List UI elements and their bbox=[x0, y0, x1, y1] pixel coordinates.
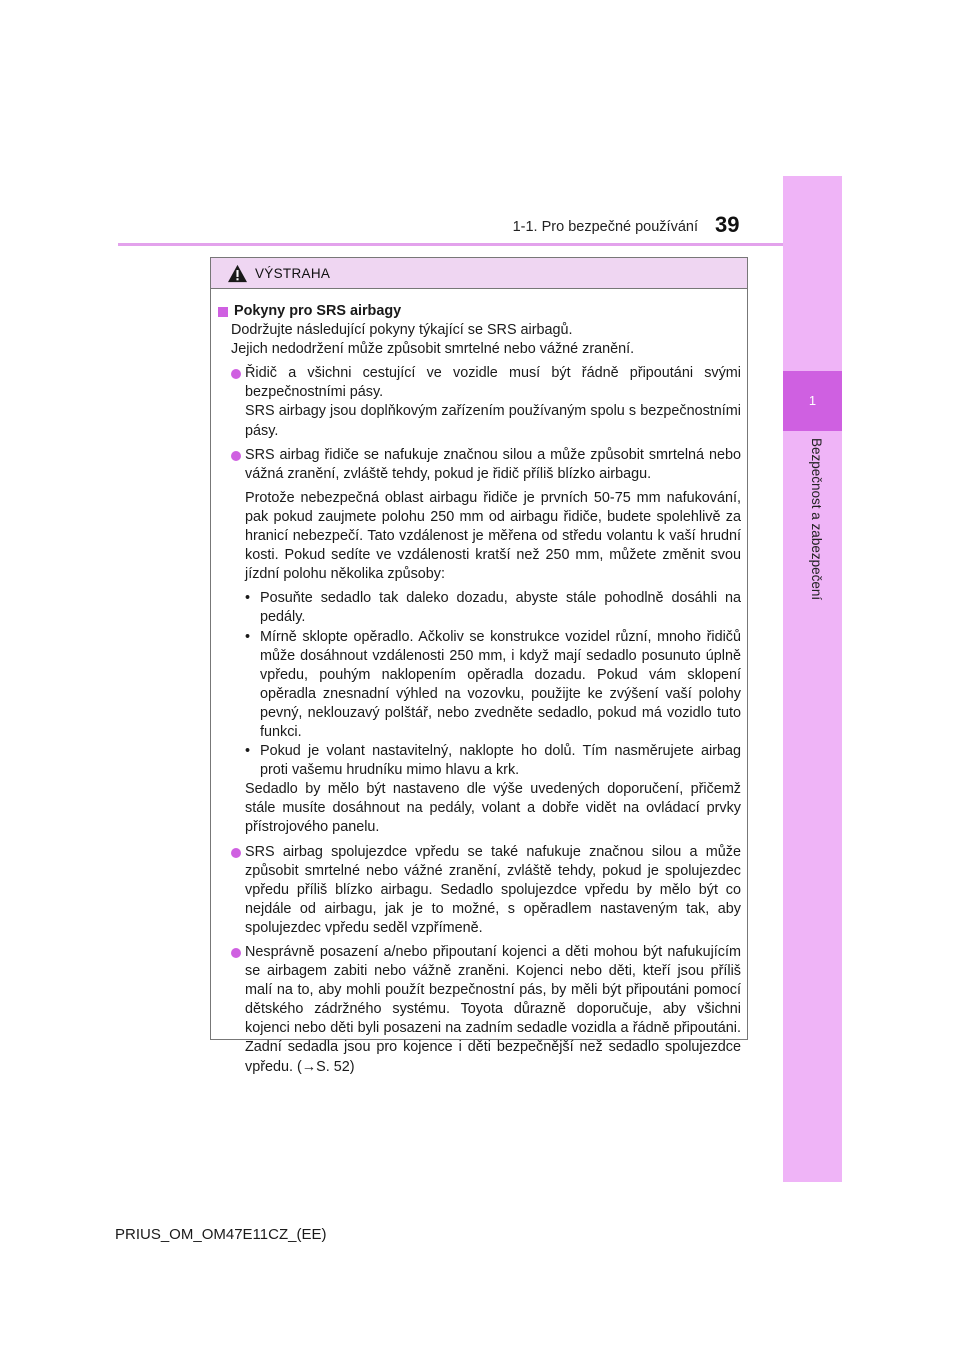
page-number: 39 bbox=[715, 212, 740, 237]
list-item bbox=[245, 589, 741, 627]
circle-bullet-icon bbox=[231, 848, 241, 858]
bullet-text: SRS airbagy jsou doplňkovým zařízením používaným spolu s bezpečnostními pásy. bbox=[245, 403, 741, 439]
bullet-text: Řidič a všichni cestující ve vozidle musí být řádně připoutáni svými bezpečnostními pásy. bbox=[245, 365, 741, 401]
header-rule bbox=[118, 243, 783, 246]
document-code: PRIUS_OM_OM47E11CZ_(EE) bbox=[115, 1226, 327, 1243]
bullet-text: Nesprávně posazení a/nebo připoutaní kojenci a děti mohou být nafukujícím se airbagem zabiti nebo vážně zraněni. Kojenci nebo děti, kteří jsou příliš malí na to, aby mohli použít bezpečnostní pás, by měli být připoutáni pomocí dětského zádržného systému. Toyota důrazně doporučuje, aby všichni kojenci nebo děti byli posazeni na zadním sedadle vozidla a řádně připoutáni. Zadní sedadla jsou pro kojence i děti bezpečnější než sedadlo spolujezdce vpředu. (→S. 52) bbox=[245, 944, 741, 1075]
intro-line: Dodržujte následující pokyny týkající se SRS airbagů. bbox=[231, 322, 573, 339]
note-paragraph bbox=[218, 489, 741, 584]
bullet-text: SRS airbag řidiče se nafukuje značnou silou a může způsobit smrtelná nebo vážná zranění, zvláště tehdy, pokud je řidič příliš blízko airbagu. bbox=[245, 446, 741, 482]
chapter-side-tab bbox=[783, 176, 842, 1182]
list-item-text: Posuňte sedadlo tak daleko dozadu, abyste stále pohodlně dosáhli na pedály. bbox=[260, 590, 741, 626]
list-item bbox=[245, 742, 741, 780]
circle-bullet-icon bbox=[231, 451, 241, 461]
dash-list bbox=[218, 589, 741, 837]
bullet-item bbox=[218, 943, 741, 1077]
bullet-item bbox=[218, 446, 741, 484]
warning-heading-text: Pokyny pro SRS airbagy bbox=[234, 303, 402, 319]
note-text: Sedadlo by mělo být nastaveno dle výše uvedených doporučení, přičemž stále musíte dosáhnout na pedály, volant a dobře vidět na ovládací prvky přístrojového panelu. bbox=[245, 781, 741, 836]
dot-bullet-icon: • bbox=[245, 590, 251, 607]
section-title: 1-1. Pro bezpečné používání bbox=[512, 219, 698, 235]
square-bullet-icon bbox=[218, 307, 228, 317]
warning-header bbox=[211, 258, 747, 289]
warning-box bbox=[210, 257, 748, 1075]
dot-bullet-icon: • bbox=[245, 743, 251, 760]
chapter-label: Bezpečnost a zabezpečení bbox=[809, 438, 824, 601]
note-text: Protože nebezpečná oblast airbagu řidiče je prvních 50-75 mm nafukování, pak pokud zaujmete polohu 250 mm od airbagu řidiče, budete spolehlivě za hranicí nebezpečí. Tato vzdálenost je měřena od středu volantu k vaší hrudní kosti. Pokud sedíte ve vzdálenosti kratší než 250 mm, můžete změnit svou jízdní polohu několika způsoby: bbox=[245, 489, 741, 583]
dot-bullet-icon: • bbox=[245, 628, 251, 645]
warning-title: VÝSTRAHA bbox=[255, 265, 331, 281]
warning-content bbox=[211, 289, 747, 1077]
list-item-text: Pokud je volant nastavitelný, naklopte ho dolů. Tím nasměrujete airbag proti vašemu hrudníku mimo hlavu a krk. bbox=[260, 743, 741, 779]
circle-bullet-icon bbox=[231, 948, 241, 958]
intro-text bbox=[218, 321, 741, 359]
chapter-number: 1 bbox=[808, 393, 817, 408]
warning-heading bbox=[218, 302, 741, 321]
warning-triangle-icon bbox=[227, 264, 248, 283]
list-item bbox=[245, 628, 741, 743]
bullet-item bbox=[218, 843, 741, 938]
bullet-item bbox=[218, 364, 741, 440]
list-item-text: Mírně sklopte opěradlo. Ačkoliv se konstrukce vozidel různí, mnoho řidičů může dosáhnout vzdálenosti 250 mm, i když mají sedadlo posunuto úplně vpředu, pouhým naklopením opěradla dozadu. Pokud vám sklopení opěradla znesnadní výhled na vozovku, použijte ke zvýšení vaší polohy pevný, neklouzavý polštář, nebo zvedněte sedadlo, pokud má vozidlo tuto funkci. bbox=[260, 628, 741, 740]
bullet-text: SRS airbag spolujezdce vpředu se také nafukuje značnou silou a může způsobit smrtelné nebo vážné zranění, zvláště tehdy, pokud je spolujezdec vpředu příliš blízko airbagu. Sedadlo spolujezdce vpředu by mělo být co nejdále od airbagu, jak je to možné, s opěradlem nastaveným tak, aby spolujezdec vpředu seděl vzpřímeně. bbox=[245, 843, 741, 936]
intro-line: Jejich nedodržení může způsobit smrtelné nebo vážné zranění. bbox=[231, 341, 635, 358]
circle-bullet-icon bbox=[231, 369, 241, 379]
